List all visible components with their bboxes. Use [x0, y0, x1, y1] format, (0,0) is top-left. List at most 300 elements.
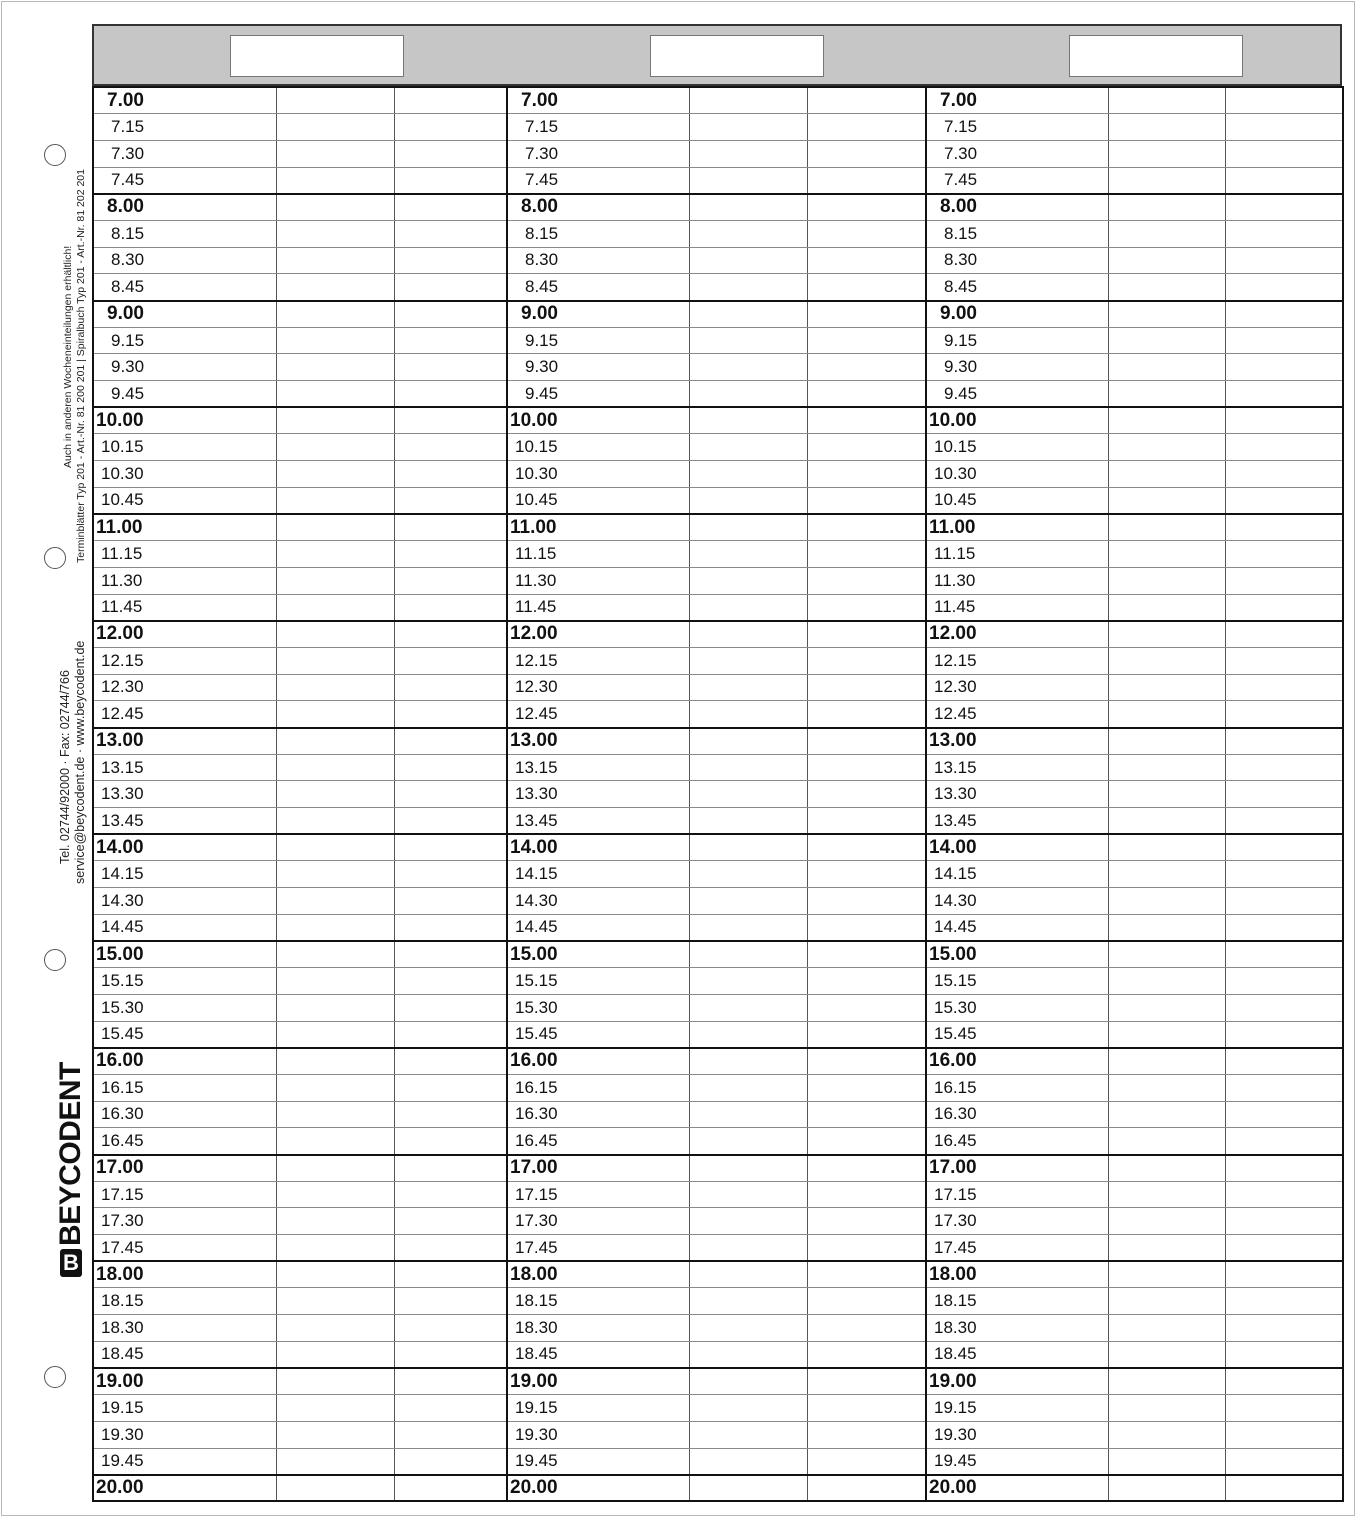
appointment-cell[interactable] [807, 1395, 926, 1422]
appointment-cell[interactable] [807, 1368, 926, 1395]
appointment-cell[interactable] [689, 87, 807, 114]
appointment-cell[interactable] [394, 1155, 507, 1182]
appointment-cell[interactable] [807, 781, 926, 808]
appointment-cell[interactable] [276, 381, 394, 408]
appointment-cell[interactable] [807, 1421, 926, 1448]
appointment-cell[interactable] [276, 301, 394, 328]
appointment-cell[interactable] [1108, 808, 1225, 835]
appointment-cell[interactable] [807, 194, 926, 221]
appointment-cell[interactable] [276, 514, 394, 541]
appointment-cell[interactable] [1108, 1448, 1225, 1475]
appointment-cell[interactable] [807, 808, 926, 835]
appointment-cell[interactable] [394, 1261, 507, 1288]
appointment-cell[interactable] [276, 1101, 394, 1128]
appointment-cell[interactable] [1108, 1048, 1225, 1075]
appointment-cell[interactable] [1225, 167, 1343, 194]
appointment-cell[interactable] [689, 167, 807, 194]
appointment-cell[interactable] [807, 567, 926, 594]
appointment-cell[interactable] [689, 461, 807, 488]
appointment-cell[interactable] [689, 1074, 807, 1101]
appointment-cell[interactable] [1225, 1235, 1343, 1262]
appointment-cell[interactable] [1225, 621, 1343, 648]
appointment-cell[interactable] [689, 1101, 807, 1128]
appointment-cell[interactable] [276, 87, 394, 114]
appointment-cell[interactable] [1225, 701, 1343, 728]
appointment-cell[interactable] [807, 914, 926, 941]
appointment-cell[interactable] [807, 701, 926, 728]
appointment-cell[interactable] [1225, 434, 1343, 461]
appointment-cell[interactable] [1225, 941, 1343, 968]
appointment-cell[interactable] [1225, 1261, 1343, 1288]
appointment-cell[interactable] [394, 674, 507, 701]
appointment-cell[interactable] [394, 220, 507, 247]
appointment-cell[interactable] [1225, 1288, 1343, 1315]
appointment-cell[interactable] [689, 1368, 807, 1395]
appointment-cell[interactable] [689, 247, 807, 274]
appointment-cell[interactable] [689, 861, 807, 888]
appointment-cell[interactable] [1108, 1395, 1225, 1422]
appointment-cell[interactable] [394, 1315, 507, 1342]
appointment-cell[interactable] [807, 1448, 926, 1475]
appointment-cell[interactable] [807, 1048, 926, 1075]
appointment-cell[interactable] [394, 1208, 507, 1235]
appointment-cell[interactable] [1108, 1261, 1225, 1288]
appointment-cell[interactable] [1108, 274, 1225, 301]
appointment-cell[interactable] [394, 1128, 507, 1155]
appointment-cell[interactable] [807, 994, 926, 1021]
appointment-cell[interactable] [276, 1341, 394, 1368]
appointment-cell[interactable] [807, 621, 926, 648]
appointment-cell[interactable] [1108, 594, 1225, 621]
appointment-cell[interactable] [807, 674, 926, 701]
appointment-cell[interactable] [689, 888, 807, 915]
appointment-cell[interactable] [1225, 381, 1343, 408]
appointment-cell[interactable] [1108, 567, 1225, 594]
appointment-cell[interactable] [807, 594, 926, 621]
appointment-cell[interactable] [1108, 354, 1225, 381]
appointment-cell[interactable] [276, 220, 394, 247]
appointment-cell[interactable] [394, 1448, 507, 1475]
appointment-cell[interactable] [807, 87, 926, 114]
appointment-cell[interactable] [689, 541, 807, 568]
appointment-cell[interactable] [689, 914, 807, 941]
appointment-cell[interactable] [276, 1074, 394, 1101]
appointment-cell[interactable] [807, 541, 926, 568]
appointment-cell[interactable] [1225, 834, 1343, 861]
appointment-cell[interactable] [1225, 274, 1343, 301]
appointment-cell[interactable] [689, 834, 807, 861]
appointment-cell[interactable] [1225, 888, 1343, 915]
appointment-cell[interactable] [276, 674, 394, 701]
appointment-cell[interactable] [689, 647, 807, 674]
appointment-cell[interactable] [1108, 514, 1225, 541]
appointment-cell[interactable] [689, 407, 807, 434]
appointment-cell[interactable] [1108, 1475, 1225, 1502]
appointment-cell[interactable] [394, 1341, 507, 1368]
day-header-field[interactable] [650, 35, 824, 77]
appointment-cell[interactable] [1225, 247, 1343, 274]
appointment-cell[interactable] [1225, 514, 1343, 541]
appointment-cell[interactable] [394, 888, 507, 915]
appointment-cell[interactable] [1108, 1288, 1225, 1315]
appointment-cell[interactable] [1108, 728, 1225, 755]
appointment-cell[interactable] [394, 781, 507, 808]
appointment-cell[interactable] [394, 434, 507, 461]
appointment-cell[interactable] [689, 434, 807, 461]
appointment-cell[interactable] [276, 1288, 394, 1315]
appointment-cell[interactable] [689, 594, 807, 621]
appointment-cell[interactable] [276, 487, 394, 514]
appointment-cell[interactable] [394, 1288, 507, 1315]
appointment-cell[interactable] [276, 114, 394, 141]
appointment-cell[interactable] [276, 567, 394, 594]
appointment-cell[interactable] [1225, 968, 1343, 995]
appointment-cell[interactable] [276, 1261, 394, 1288]
appointment-cell[interactable] [276, 1475, 394, 1502]
appointment-cell[interactable] [807, 381, 926, 408]
appointment-cell[interactable] [394, 354, 507, 381]
appointment-cell[interactable] [276, 541, 394, 568]
appointment-cell[interactable] [807, 1315, 926, 1342]
appointment-cell[interactable] [1108, 194, 1225, 221]
appointment-cell[interactable] [276, 968, 394, 995]
appointment-cell[interactable] [689, 1048, 807, 1075]
appointment-cell[interactable] [1108, 861, 1225, 888]
appointment-cell[interactable] [1108, 834, 1225, 861]
appointment-cell[interactable] [689, 1128, 807, 1155]
appointment-cell[interactable] [807, 941, 926, 968]
appointment-cell[interactable] [1225, 728, 1343, 755]
appointment-cell[interactable] [1225, 914, 1343, 941]
appointment-cell[interactable] [276, 861, 394, 888]
appointment-cell[interactable] [807, 1208, 926, 1235]
appointment-cell[interactable] [689, 808, 807, 835]
appointment-cell[interactable] [1225, 808, 1343, 835]
appointment-cell[interactable] [689, 567, 807, 594]
appointment-cell[interactable] [276, 1448, 394, 1475]
appointment-cell[interactable] [276, 1155, 394, 1182]
appointment-cell[interactable] [689, 194, 807, 221]
appointment-cell[interactable] [1108, 381, 1225, 408]
appointment-cell[interactable] [1108, 1235, 1225, 1262]
appointment-cell[interactable] [1225, 407, 1343, 434]
appointment-cell[interactable] [1225, 647, 1343, 674]
appointment-cell[interactable] [1108, 968, 1225, 995]
appointment-cell[interactable] [276, 1021, 394, 1048]
appointment-cell[interactable] [394, 301, 507, 328]
appointment-cell[interactable] [394, 274, 507, 301]
appointment-cell[interactable] [689, 140, 807, 167]
appointment-cell[interactable] [807, 1341, 926, 1368]
appointment-cell[interactable] [689, 354, 807, 381]
appointment-cell[interactable] [394, 1048, 507, 1075]
appointment-cell[interactable] [1225, 1155, 1343, 1182]
appointment-cell[interactable] [394, 701, 507, 728]
appointment-cell[interactable] [689, 487, 807, 514]
appointment-cell[interactable] [807, 274, 926, 301]
appointment-cell[interactable] [394, 407, 507, 434]
appointment-cell[interactable] [689, 781, 807, 808]
appointment-cell[interactable] [276, 941, 394, 968]
appointment-cell[interactable] [1108, 1128, 1225, 1155]
appointment-cell[interactable] [689, 621, 807, 648]
appointment-cell[interactable] [1225, 1101, 1343, 1128]
appointment-cell[interactable] [689, 514, 807, 541]
appointment-cell[interactable] [689, 301, 807, 328]
appointment-cell[interactable] [689, 1261, 807, 1288]
appointment-cell[interactable] [1108, 1368, 1225, 1395]
appointment-cell[interactable] [394, 114, 507, 141]
appointment-cell[interactable] [276, 621, 394, 648]
appointment-cell[interactable] [1108, 167, 1225, 194]
appointment-cell[interactable] [394, 381, 507, 408]
appointment-cell[interactable] [807, 1128, 926, 1155]
appointment-cell[interactable] [689, 674, 807, 701]
appointment-cell[interactable] [1108, 1021, 1225, 1048]
appointment-cell[interactable] [276, 354, 394, 381]
appointment-cell[interactable] [394, 567, 507, 594]
appointment-cell[interactable] [394, 87, 507, 114]
appointment-cell[interactable] [394, 647, 507, 674]
appointment-cell[interactable] [1108, 541, 1225, 568]
appointment-cell[interactable] [1225, 1021, 1343, 1048]
appointment-cell[interactable] [689, 1155, 807, 1182]
appointment-cell[interactable] [394, 728, 507, 755]
appointment-cell[interactable] [394, 487, 507, 514]
appointment-cell[interactable] [1225, 754, 1343, 781]
appointment-cell[interactable] [1108, 407, 1225, 434]
appointment-cell[interactable] [689, 994, 807, 1021]
appointment-cell[interactable] [807, 140, 926, 167]
appointment-cell[interactable] [394, 754, 507, 781]
appointment-cell[interactable] [394, 1421, 507, 1448]
day-header-field[interactable] [230, 35, 404, 77]
appointment-cell[interactable] [1108, 621, 1225, 648]
appointment-cell[interactable] [1225, 114, 1343, 141]
appointment-cell[interactable] [807, 1288, 926, 1315]
appointment-cell[interactable] [689, 1421, 807, 1448]
appointment-cell[interactable] [689, 754, 807, 781]
appointment-cell[interactable] [276, 834, 394, 861]
appointment-cell[interactable] [394, 541, 507, 568]
appointment-cell[interactable] [1225, 1128, 1343, 1155]
appointment-cell[interactable] [1225, 327, 1343, 354]
appointment-cell[interactable] [1108, 114, 1225, 141]
appointment-cell[interactable] [807, 247, 926, 274]
appointment-cell[interactable] [689, 1475, 807, 1502]
appointment-cell[interactable] [1108, 994, 1225, 1021]
appointment-cell[interactable] [807, 1261, 926, 1288]
appointment-cell[interactable] [1225, 1421, 1343, 1448]
appointment-cell[interactable] [394, 621, 507, 648]
appointment-cell[interactable] [394, 1181, 507, 1208]
appointment-cell[interactable] [276, 647, 394, 674]
appointment-cell[interactable] [689, 1021, 807, 1048]
appointment-cell[interactable] [1225, 461, 1343, 488]
appointment-cell[interactable] [394, 941, 507, 968]
appointment-cell[interactable] [689, 274, 807, 301]
appointment-cell[interactable] [807, 461, 926, 488]
appointment-cell[interactable] [394, 247, 507, 274]
appointment-cell[interactable] [689, 220, 807, 247]
appointment-cell[interactable] [807, 514, 926, 541]
appointment-cell[interactable] [689, 327, 807, 354]
appointment-cell[interactable] [1108, 220, 1225, 247]
appointment-cell[interactable] [807, 407, 926, 434]
appointment-cell[interactable] [394, 140, 507, 167]
appointment-cell[interactable] [276, 754, 394, 781]
appointment-cell[interactable] [807, 301, 926, 328]
appointment-cell[interactable] [807, 834, 926, 861]
appointment-cell[interactable] [689, 1235, 807, 1262]
appointment-cell[interactable] [276, 1368, 394, 1395]
appointment-cell[interactable] [1108, 1181, 1225, 1208]
appointment-cell[interactable] [1108, 754, 1225, 781]
appointment-cell[interactable] [1225, 1475, 1343, 1502]
appointment-cell[interactable] [1225, 567, 1343, 594]
appointment-cell[interactable] [807, 354, 926, 381]
appointment-cell[interactable] [1108, 1074, 1225, 1101]
appointment-cell[interactable] [276, 994, 394, 1021]
appointment-cell[interactable] [276, 407, 394, 434]
appointment-cell[interactable] [1225, 140, 1343, 167]
appointment-cell[interactable] [1225, 781, 1343, 808]
appointment-cell[interactable] [807, 968, 926, 995]
appointment-cell[interactable] [807, 434, 926, 461]
appointment-cell[interactable] [689, 381, 807, 408]
appointment-cell[interactable] [807, 167, 926, 194]
appointment-cell[interactable] [807, 647, 926, 674]
appointment-cell[interactable] [1225, 541, 1343, 568]
appointment-cell[interactable] [689, 114, 807, 141]
appointment-cell[interactable] [1225, 87, 1343, 114]
appointment-cell[interactable] [1108, 941, 1225, 968]
appointment-cell[interactable] [1108, 701, 1225, 728]
appointment-cell[interactable] [276, 167, 394, 194]
appointment-cell[interactable] [807, 1181, 926, 1208]
appointment-cell[interactable] [276, 247, 394, 274]
appointment-cell[interactable] [1108, 434, 1225, 461]
appointment-cell[interactable] [1225, 674, 1343, 701]
appointment-cell[interactable] [394, 1475, 507, 1502]
appointment-cell[interactable] [276, 1128, 394, 1155]
appointment-cell[interactable] [276, 914, 394, 941]
appointment-cell[interactable] [276, 194, 394, 221]
appointment-cell[interactable] [1225, 994, 1343, 1021]
appointment-cell[interactable] [1225, 220, 1343, 247]
appointment-cell[interactable] [807, 728, 926, 755]
appointment-cell[interactable] [1108, 1341, 1225, 1368]
appointment-cell[interactable] [807, 1021, 926, 1048]
appointment-cell[interactable] [394, 514, 507, 541]
appointment-cell[interactable] [1225, 487, 1343, 514]
appointment-cell[interactable] [689, 701, 807, 728]
appointment-cell[interactable] [276, 1048, 394, 1075]
appointment-cell[interactable] [807, 327, 926, 354]
appointment-cell[interactable] [394, 1021, 507, 1048]
appointment-cell[interactable] [1108, 140, 1225, 167]
appointment-cell[interactable] [1108, 87, 1225, 114]
appointment-cell[interactable] [1108, 327, 1225, 354]
appointment-cell[interactable] [394, 861, 507, 888]
appointment-cell[interactable] [276, 1208, 394, 1235]
appointment-cell[interactable] [1225, 194, 1343, 221]
appointment-cell[interactable] [807, 861, 926, 888]
appointment-cell[interactable] [1108, 1101, 1225, 1128]
appointment-cell[interactable] [1108, 247, 1225, 274]
appointment-cell[interactable] [394, 194, 507, 221]
appointment-cell[interactable] [276, 594, 394, 621]
appointment-cell[interactable] [807, 1155, 926, 1182]
appointment-cell[interactable] [394, 968, 507, 995]
appointment-cell[interactable] [394, 834, 507, 861]
appointment-cell[interactable] [689, 728, 807, 755]
appointment-cell[interactable] [689, 1181, 807, 1208]
appointment-cell[interactable] [689, 1395, 807, 1422]
appointment-cell[interactable] [276, 781, 394, 808]
appointment-cell[interactable] [1108, 888, 1225, 915]
appointment-cell[interactable] [394, 808, 507, 835]
appointment-cell[interactable] [276, 434, 394, 461]
appointment-cell[interactable] [276, 888, 394, 915]
appointment-cell[interactable] [807, 754, 926, 781]
appointment-cell[interactable] [394, 167, 507, 194]
appointment-cell[interactable] [276, 1181, 394, 1208]
appointment-cell[interactable] [1225, 1048, 1343, 1075]
appointment-cell[interactable] [1108, 301, 1225, 328]
appointment-cell[interactable] [276, 140, 394, 167]
appointment-cell[interactable] [807, 1235, 926, 1262]
appointment-cell[interactable] [1225, 354, 1343, 381]
appointment-cell[interactable] [1108, 1155, 1225, 1182]
appointment-cell[interactable] [1225, 301, 1343, 328]
appointment-cell[interactable] [1225, 1368, 1343, 1395]
appointment-cell[interactable] [807, 1101, 926, 1128]
appointment-cell[interactable] [689, 1448, 807, 1475]
appointment-cell[interactable] [689, 941, 807, 968]
appointment-cell[interactable] [1108, 674, 1225, 701]
appointment-cell[interactable] [689, 1315, 807, 1342]
appointment-cell[interactable] [394, 1395, 507, 1422]
appointment-cell[interactable] [689, 968, 807, 995]
appointment-cell[interactable] [276, 701, 394, 728]
appointment-cell[interactable] [807, 1074, 926, 1101]
appointment-cell[interactable] [689, 1341, 807, 1368]
appointment-cell[interactable] [1108, 487, 1225, 514]
appointment-cell[interactable] [689, 1288, 807, 1315]
appointment-cell[interactable] [276, 327, 394, 354]
appointment-cell[interactable] [1225, 594, 1343, 621]
appointment-cell[interactable] [394, 327, 507, 354]
appointment-cell[interactable] [1108, 1315, 1225, 1342]
appointment-cell[interactable] [276, 461, 394, 488]
appointment-cell[interactable] [1225, 1074, 1343, 1101]
appointment-cell[interactable] [1225, 1315, 1343, 1342]
appointment-cell[interactable] [1225, 861, 1343, 888]
appointment-cell[interactable] [1225, 1448, 1343, 1475]
appointment-cell[interactable] [276, 1235, 394, 1262]
appointment-cell[interactable] [276, 1315, 394, 1342]
appointment-cell[interactable] [276, 808, 394, 835]
appointment-cell[interactable] [689, 1208, 807, 1235]
appointment-cell[interactable] [1225, 1181, 1343, 1208]
appointment-cell[interactable] [807, 220, 926, 247]
appointment-cell[interactable] [1225, 1208, 1343, 1235]
appointment-cell[interactable] [394, 1235, 507, 1262]
appointment-cell[interactable] [1108, 914, 1225, 941]
appointment-cell[interactable] [394, 1101, 507, 1128]
appointment-cell[interactable] [394, 914, 507, 941]
